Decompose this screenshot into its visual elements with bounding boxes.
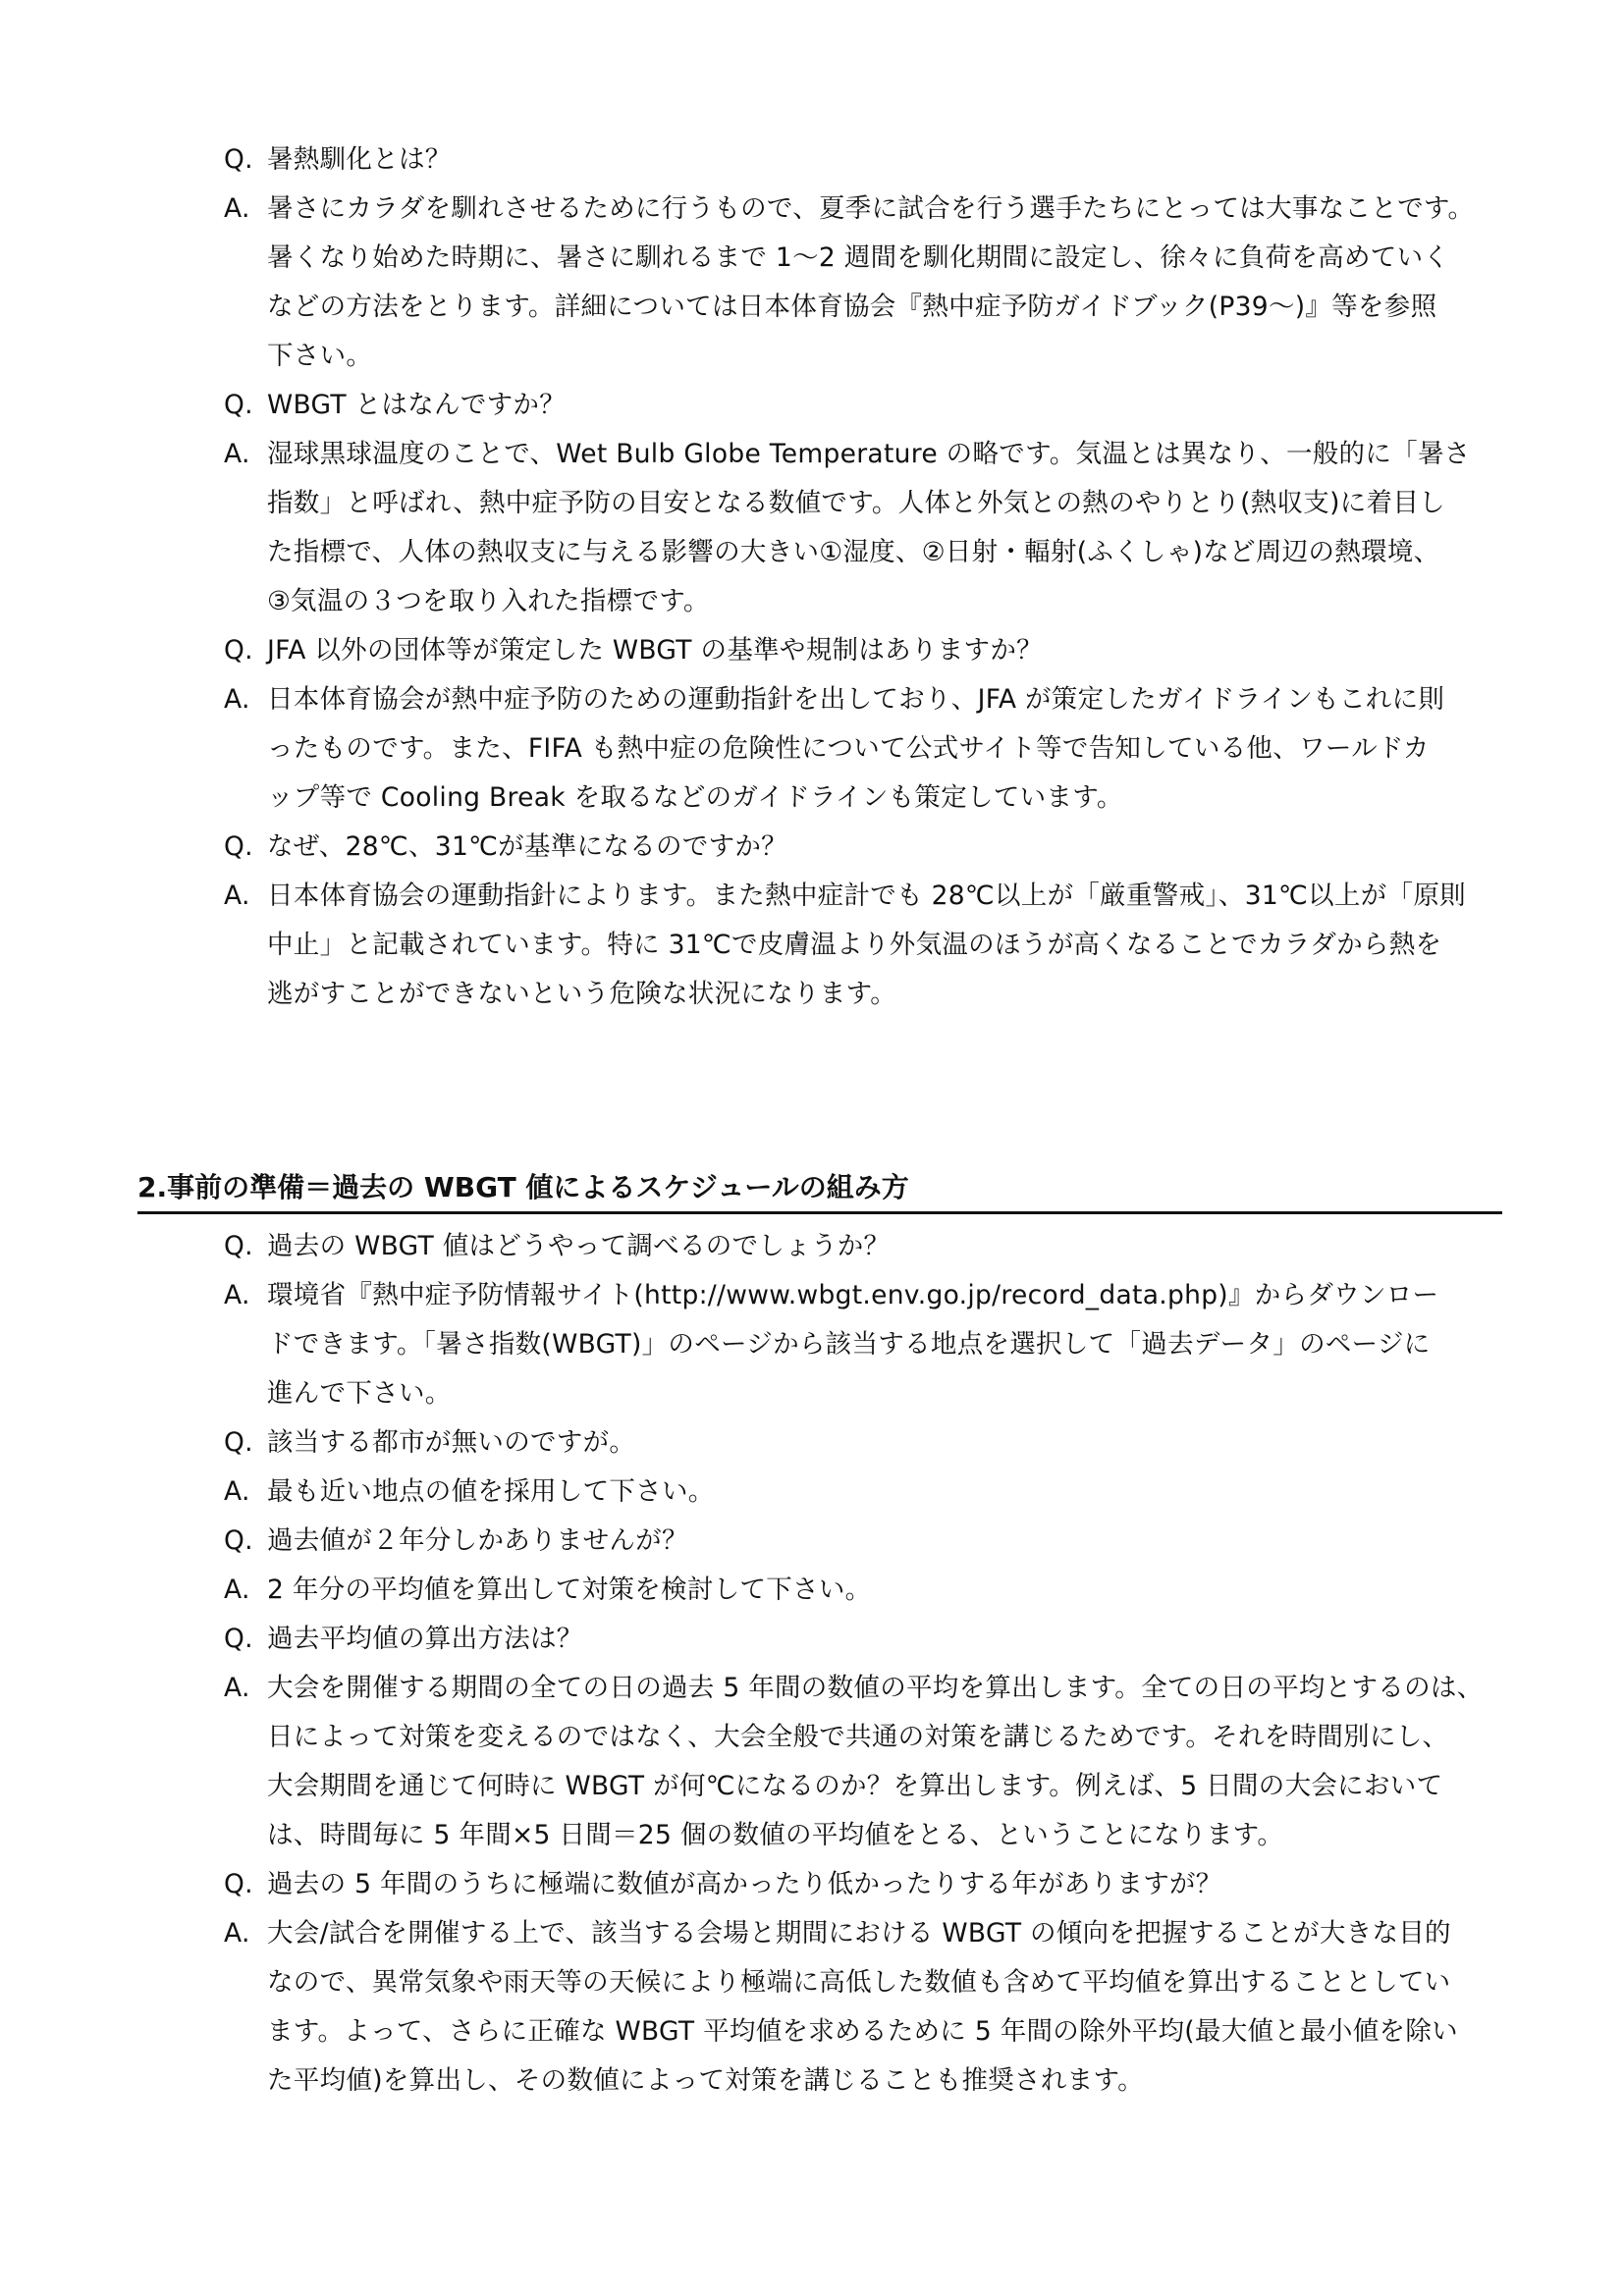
text-line: た指標で、人体の熱収支に与える影響の大きい①湿度、②日射・輻射(ふくしゃ)など周辺の熱環境、 <box>267 537 1440 567</box>
question-text <box>267 1615 1520 1664</box>
question-label: Q. <box>224 1427 253 1458</box>
answer-label: A. <box>224 1280 250 1310</box>
text-line: 過去の 5 年間のうちに極端に数値が高かったり低かったりする年がありますが？ <box>267 1869 1222 1899</box>
answer-label: A. <box>224 881 250 911</box>
text-line: 暑さにカラダを馴れさせるために行うもので、夏季に試合を行う選手たちにとっては大事なことです。 <box>267 193 1475 224</box>
question-item <box>224 1517 1520 1566</box>
text-line: なぜ、28℃、31℃が基準になるのですか？ <box>267 831 787 862</box>
text-line: 大会/試合を開催する上で、該当する会場と期間における WBGT の傾向を把握することが大きな目的 <box>267 1918 1451 1949</box>
question-item <box>224 1418 1520 1468</box>
question-text <box>267 823 1520 872</box>
answer-text <box>267 1909 1520 2106</box>
question-label: Q. <box>224 635 253 666</box>
answer-label: A. <box>224 684 250 715</box>
answer-text <box>267 1271 1520 1418</box>
answer-item <box>224 1664 1520 1860</box>
question-text <box>267 626 1520 675</box>
text-line: ったものです。また、FIFA も熱中症の危険性について公式サイト等で告知している他、ワールドカ <box>267 733 1430 764</box>
question-label: Q. <box>224 1231 253 1261</box>
text-line: は、時間毎に 5 年間×5 日間＝25 個の数値の平均値をとる、ということになります。 <box>267 1820 1284 1850</box>
answer-text <box>267 185 1520 381</box>
answer-label: A. <box>224 193 250 224</box>
text-line: 湿球黒球温度のことで、Wet Bulb Globe Temperature の略です。気温とは異なり、一般的に「暑さ <box>267 439 1471 469</box>
question-label: Q. <box>224 831 253 862</box>
answer-item <box>224 1566 1520 1615</box>
question-item <box>224 1860 1520 1909</box>
text-line: た平均値)を算出し、その数値によって対策を講じることも推奨されます。 <box>267 2065 1144 2096</box>
question-label: Q. <box>224 144 253 175</box>
answer-text <box>267 430 1520 626</box>
text-line: 最も近い地点の値を採用して下さい。 <box>267 1476 715 1507</box>
question-label: Q. <box>224 1525 253 1556</box>
question-text <box>267 1517 1520 1566</box>
answer-item <box>224 430 1520 626</box>
text-line: 大会期間を通じて何時に WBGT が何℃になるのか？を算出します。例えば、5 日間の大会において <box>267 1771 1443 1801</box>
answer-item <box>224 185 1520 381</box>
question-text <box>267 381 1520 430</box>
text-line: 中止」と記載されています。特に 31℃で皮膚温より外気温のほうが高くなることでカラダから熱を <box>267 930 1442 960</box>
text-line: ます。よって、さらに正確な WBGT 平均値を求めるために 5 年間の除外平均(最大値と最小値を除い <box>267 2016 1458 2047</box>
answer-label: A. <box>224 1918 250 1949</box>
text-line: 暑熱馴化とは？ <box>267 144 452 175</box>
answer-item <box>224 872 1520 1019</box>
text-line: 暑くなり始めた時期に、暑さに馴れるまで 1～2 週間を馴化期間に設定し、徐々に負荷を高めていく <box>267 242 1450 273</box>
answer-text <box>267 1664 1520 1860</box>
text-line: 大会を開催する期間の全ての日の過去 5 年間の数値の平均を算出します。全ての日の平均とするのは、 <box>267 1673 1484 1703</box>
answer-text <box>267 1468 1520 1517</box>
text-line: 過去値が２年分しかありませんが？ <box>267 1525 688 1556</box>
text-line: 日によって対策を変えるのではなく、大会全般で共通の対策を講じるためです。それを時間別にし、 <box>267 1722 1449 1752</box>
text-line: JFA 以外の団体等が策定した WBGT の基準や規制はありますか？ <box>267 635 1043 666</box>
answer-label: A. <box>224 439 250 469</box>
question-item <box>224 823 1520 872</box>
answer-item <box>224 675 1520 823</box>
question-item <box>224 1222 1520 1271</box>
answer-label: A. <box>224 1673 250 1703</box>
text-line: ドできます。「暑さ指数(WBGT)」のページから該当する地点を選択して「過去データ」のページに <box>267 1329 1431 1360</box>
answer-text <box>267 675 1520 823</box>
faq-section-2 <box>224 1222 1520 2106</box>
answer-item <box>224 1468 1520 1517</box>
question-item <box>224 135 1520 185</box>
text-line: 2 年分の平均値を算出して対策を検討して下さい。 <box>267 1575 872 1605</box>
question-text <box>267 1222 1520 1271</box>
answer-item <box>224 1909 1520 2106</box>
text-line: 逃がすことができないという危険な状況になります。 <box>267 979 897 1009</box>
text-line: 該当する都市が無いのですが。 <box>267 1427 636 1458</box>
text-line: などの方法をとります。詳細については日本体育協会『熱中症予防ガイドブック(P39～)』等を参照 <box>267 292 1437 322</box>
text-line: 過去平均値の算出方法は？ <box>267 1624 583 1654</box>
question-text <box>267 1418 1520 1468</box>
text-line: 指数」と呼ばれ、熱中症予防の目安となる数値です。人体と外気との熱のやりとり(熱収支)に着目し <box>267 488 1445 518</box>
answer-label: A. <box>224 1575 250 1605</box>
faq-section-1 <box>224 135 1520 1019</box>
section-heading: 2.事前の準備＝過去の WBGT 値によるスケジュールの組み方 <box>137 1166 1502 1214</box>
text-line: 日本体育協会が熱中症予防のための運動指針を出しており、JFA が策定したガイドラインもこれに則 <box>267 684 1445 715</box>
text-line: ップ等で Cooling Break を取るなどのガイドラインも策定しています。 <box>267 782 1123 813</box>
question-item <box>224 1615 1520 1664</box>
text-line: WBGT とはなんですか？ <box>267 390 567 420</box>
question-item <box>224 626 1520 675</box>
question-item <box>224 381 1520 430</box>
question-text <box>267 135 1520 185</box>
question-label: Q. <box>224 1869 253 1899</box>
text-line: ③気温の３つを取り入れた指標です。 <box>267 586 710 616</box>
question-label: Q. <box>224 1624 253 1654</box>
question-label: Q. <box>224 390 253 420</box>
text-line: 環境省『熱中症予防情報サイト(http://www.wbgt.env.go.jp/record_data.php)』からダウンロー <box>267 1280 1439 1310</box>
answer-item <box>224 1271 1520 1418</box>
text-line: 進んで下さい。 <box>267 1378 452 1409</box>
text-line: 日本体育協会の運動指針によります。また熱中症計でも 28℃以上が「厳重警戒」、31℃以上が「原則 <box>267 881 1466 911</box>
answer-text <box>267 1566 1520 1615</box>
text-line: 過去の WBGT 値はどうやって調べるのでしょうか？ <box>267 1231 891 1261</box>
answer-text <box>267 872 1520 1019</box>
text-line: 下さい。 <box>267 341 373 371</box>
question-text <box>267 1860 1520 1909</box>
answer-label: A. <box>224 1476 250 1507</box>
text-line: なので、異常気象や雨天等の天候により極端に高低した数値も含めて平均値を算出することとしてい <box>267 1967 1451 1998</box>
